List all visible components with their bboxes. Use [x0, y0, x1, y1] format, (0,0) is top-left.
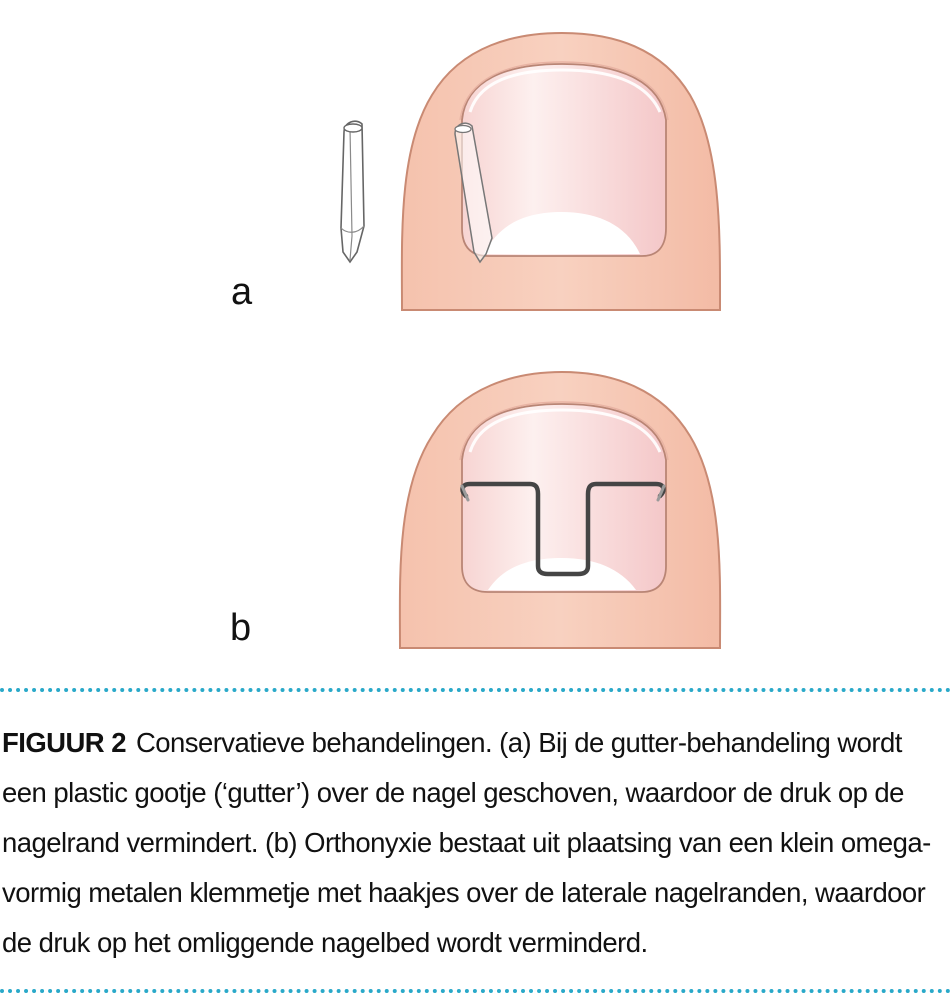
- panel-label-a: a: [231, 271, 253, 313]
- toe-b: [400, 372, 720, 648]
- divider-bottom: [0, 989, 951, 993]
- divider-top: [0, 688, 951, 692]
- panel-b-drawing: [400, 372, 720, 648]
- panel-a-drawing: [341, 33, 720, 310]
- figure-label: FIGUUR 2: [2, 727, 126, 758]
- figure-caption: [2, 718, 942, 968]
- panel-label-b: b: [230, 607, 252, 649]
- figure-caption-text: Conservatieve behandelingen. (a) Bij de gutter-behandeling wordt een plastic gootje (‘gutter’) over de nagel geschoven, waardoor de druk op de nagelrand vermindert. (b) Orthonyxie bestaat uit plaatsing van een klein omega-vormig metalen klemmetje met haakjes over de laterale nagelranden, waardoor de druk op het omliggende nagelbed wordt verminderd.: [2, 727, 931, 958]
- gutter-tube-icon: [341, 121, 364, 262]
- toe-a: [402, 33, 720, 310]
